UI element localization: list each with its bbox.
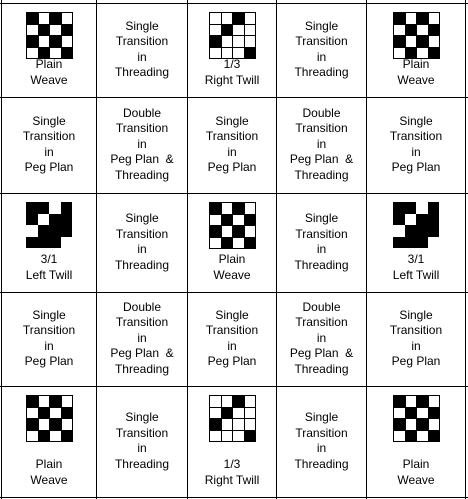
- raised-square: [405, 225, 417, 237]
- raised-square: [221, 237, 233, 249]
- raised-square: [49, 418, 61, 430]
- raised-square: [416, 418, 428, 430]
- lowered-square: [61, 418, 73, 430]
- transition-text-line: in: [316, 136, 327, 151]
- lowered-square: [221, 430, 233, 442]
- pattern-label-line: Plain: [35, 57, 63, 71]
- lowered-square: [221, 12, 233, 24]
- lowered-square: [49, 24, 61, 36]
- transition-text-line: Transition: [295, 315, 348, 330]
- transition-text-cell: [277, 4, 366, 97]
- raised-square: [49, 35, 61, 47]
- transition-text-line: in: [316, 441, 327, 455]
- transition-text-line: Single: [32, 307, 66, 322]
- transition-text-line: Peg Plan &: [110, 346, 174, 361]
- lowered-square: [209, 12, 221, 24]
- lowered-square: [38, 395, 50, 407]
- raised-square: [209, 418, 221, 430]
- transition-text-cell: [367, 98, 465, 193]
- transition-text-cell: [97, 98, 187, 193]
- transition-text-line: Transition: [295, 34, 348, 48]
- lowered-square: [244, 35, 256, 47]
- raised-square: [38, 237, 50, 249]
- transition-text-line: Peg Plan &: [110, 152, 174, 167]
- right-twill-weave-cell: [188, 4, 276, 97]
- left-twill-weave-cell: [367, 194, 465, 292]
- lowered-square: [49, 430, 61, 442]
- transition-text-cell: [97, 194, 187, 292]
- transition-text-line: Single: [215, 307, 249, 322]
- lowered-square: [49, 202, 61, 214]
- raised-square: [26, 35, 38, 47]
- lowered-square: [232, 24, 244, 36]
- transition-text-cell: [97, 4, 187, 97]
- lowered-square: [393, 225, 405, 237]
- lowered-square: [416, 24, 428, 36]
- transition-text-line: in: [411, 144, 421, 159]
- raised-square: [38, 407, 50, 419]
- transition-text-line: Threading: [294, 361, 349, 376]
- raised-square: [244, 430, 256, 442]
- transition-text-line: Peg Plan &: [289, 346, 354, 361]
- lowered-square: [405, 418, 417, 430]
- raised-square: [405, 430, 417, 442]
- lowered-square: [38, 12, 50, 24]
- pattern-label-line: Plain: [402, 57, 430, 71]
- lowered-square: [428, 237, 440, 249]
- transition-text-line: Single: [125, 211, 159, 225]
- lowered-square: [244, 225, 256, 237]
- transition-text-cell: [2, 293, 96, 386]
- transition-text-line: in: [411, 338, 421, 353]
- transition-text-line: Transition: [115, 226, 169, 241]
- lowered-square: [26, 225, 38, 237]
- transition-text-line: Threading: [114, 257, 170, 272]
- transition-text-line: in: [316, 242, 327, 256]
- raised-square: [26, 12, 38, 24]
- transition-text-line: Transition: [389, 129, 443, 143]
- transition-text-cell: [188, 98, 276, 193]
- transition-text-line: Peg Plan: [207, 354, 257, 368]
- transition-text-line: Single: [399, 307, 433, 322]
- raised-square: [244, 214, 256, 226]
- raised-square: [61, 407, 73, 419]
- lowered-square: [209, 430, 221, 442]
- right-twill-weave-pattern: [209, 395, 256, 442]
- transition-text-line: Single: [304, 18, 339, 33]
- raised-square: [232, 225, 244, 237]
- transition-text-cell: [277, 387, 366, 497]
- raised-square: [393, 418, 405, 430]
- lowered-square: [244, 395, 256, 407]
- transition-text-line: Transition: [115, 315, 169, 330]
- raised-square: [209, 202, 221, 214]
- transition-text-line: Threading: [294, 167, 349, 182]
- raised-square: [393, 202, 405, 214]
- transition-text-line: in: [227, 144, 237, 159]
- transition-text-line: in: [137, 441, 147, 455]
- lowered-square: [221, 418, 233, 430]
- raised-square: [428, 407, 440, 419]
- lowered-square: [26, 24, 38, 36]
- pattern-label-line: Right Twill: [204, 472, 260, 487]
- transition-text-line: Transition: [115, 34, 169, 48]
- transition-text-line: Peg Plan: [391, 354, 441, 368]
- raised-square: [416, 214, 428, 226]
- grid-line-vertical: [465, 0, 466, 499]
- raised-square: [416, 237, 428, 249]
- transition-text-cell: [277, 194, 366, 292]
- lowered-square: [244, 418, 256, 430]
- raised-square: [221, 24, 233, 36]
- transition-text-line: Single: [125, 18, 159, 33]
- transition-text-line: Single: [125, 410, 159, 424]
- transition-text-line: Double: [122, 105, 162, 120]
- transition-text-line: in: [227, 338, 237, 353]
- transition-text-line: Transition: [205, 129, 259, 143]
- raised-square: [393, 12, 405, 24]
- lowered-square: [49, 407, 61, 419]
- right-twill-weave-cell: [188, 387, 276, 497]
- plain-weave-cell: [367, 387, 465, 497]
- lowered-square: [232, 418, 244, 430]
- raised-square: [428, 430, 440, 442]
- raised-square: [26, 202, 38, 214]
- transition-text-line: Transition: [295, 226, 348, 241]
- pattern-label-line: 3/1: [407, 252, 425, 266]
- transition-text-line: Threading: [114, 167, 170, 182]
- raised-square: [405, 407, 417, 419]
- raised-square: [393, 35, 405, 47]
- right-twill-weave-pattern: [209, 12, 256, 59]
- raised-square: [26, 237, 38, 249]
- lowered-square: [209, 214, 221, 226]
- plain-weave-pattern: [393, 395, 440, 442]
- transition-text-line: Peg Plan &: [289, 152, 354, 167]
- raised-square: [232, 202, 244, 214]
- raised-square: [393, 237, 405, 249]
- transition-text-line: Peg Plan: [24, 160, 74, 174]
- raised-square: [61, 214, 73, 226]
- lowered-square: [244, 24, 256, 36]
- raised-square: [393, 395, 405, 407]
- raised-square: [244, 237, 256, 249]
- plain-weave-pattern: [26, 395, 73, 442]
- raised-square: [221, 214, 233, 226]
- transition-text-line: Peg Plan: [207, 160, 257, 174]
- plain-weave-pattern: [209, 202, 256, 249]
- pattern-label-line: Right Twill: [204, 72, 260, 87]
- lowered-square: [26, 430, 38, 442]
- raised-square: [416, 395, 428, 407]
- lowered-square: [232, 407, 244, 419]
- transition-text-line: Single: [304, 410, 339, 424]
- raised-square: [38, 430, 50, 442]
- transition-text-line: Transition: [22, 129, 76, 143]
- transition-text-line: in: [44, 144, 54, 159]
- pattern-label-line: Weave: [30, 72, 68, 87]
- raised-square: [38, 24, 50, 36]
- raised-square: [26, 418, 38, 430]
- transition-text-line: Double: [302, 105, 341, 120]
- raised-square: [405, 24, 417, 36]
- pattern-label-line: Plain: [402, 457, 430, 471]
- raised-square: [38, 225, 50, 237]
- raised-square: [61, 430, 73, 442]
- transition-text-line: Single: [304, 211, 339, 225]
- transition-text-line: Transition: [389, 323, 443, 337]
- lowered-square: [61, 12, 73, 24]
- transition-text-cell: [97, 387, 187, 497]
- transition-text-cell: [277, 293, 366, 386]
- lowered-square: [232, 430, 244, 442]
- raised-square: [232, 12, 244, 24]
- raised-square: [405, 202, 417, 214]
- lowered-square: [428, 12, 440, 24]
- lowered-square: [428, 395, 440, 407]
- transition-text-line: Peg Plan: [391, 160, 441, 174]
- raised-square: [49, 395, 61, 407]
- plain-weave-cell: [2, 387, 96, 497]
- left-twill-weave-pattern: [26, 202, 72, 248]
- pattern-label-line: 1/3: [223, 457, 241, 471]
- transition-text-line: in: [137, 136, 147, 151]
- transition-text-line: Threading: [294, 257, 349, 272]
- raised-square: [49, 237, 61, 249]
- transition-text-line: Transition: [115, 425, 169, 440]
- transition-text-line: Transition: [115, 121, 169, 136]
- raised-square: [61, 202, 73, 214]
- transition-text-line: Transition: [295, 425, 348, 440]
- transition-text-line: Single: [399, 113, 433, 128]
- pattern-label-line: Plain: [35, 457, 63, 471]
- transition-text-line: Transition: [295, 121, 348, 136]
- raised-square: [209, 225, 221, 237]
- transition-text-line: Double: [122, 299, 162, 314]
- raised-square: [416, 225, 428, 237]
- lowered-square: [416, 430, 428, 442]
- lowered-square: [244, 407, 256, 419]
- raised-square: [26, 214, 38, 226]
- transition-text-cell: [2, 98, 96, 193]
- raised-square: [61, 225, 73, 237]
- raised-square: [61, 24, 73, 36]
- raised-square: [393, 214, 405, 226]
- left-twill-weave-pattern: [393, 202, 439, 248]
- transition-text-line: Threading: [114, 65, 170, 79]
- transition-text-line: Single: [32, 113, 66, 128]
- transition-text-line: Transition: [22, 323, 76, 337]
- lowered-square: [244, 202, 256, 214]
- plain-weave-cell: [2, 4, 96, 97]
- transition-text-line: in: [316, 49, 327, 64]
- transition-text-line: Transition: [205, 323, 259, 337]
- pattern-label-line: Weave: [397, 72, 435, 87]
- transition-text-cell: [367, 293, 465, 386]
- lowered-square: [221, 35, 233, 47]
- transition-text-line: in: [137, 49, 147, 64]
- raised-square: [209, 35, 221, 47]
- lowered-square: [209, 395, 221, 407]
- lowered-square: [61, 395, 73, 407]
- transition-text-line: in: [137, 330, 147, 345]
- plain-weave-pattern: [393, 12, 440, 59]
- lowered-square: [26, 407, 38, 419]
- raised-square: [38, 202, 50, 214]
- transition-text-line: in: [137, 242, 147, 256]
- transition-text-cell: [277, 98, 366, 193]
- raised-square: [428, 202, 440, 214]
- transition-text-line: Single: [215, 113, 249, 128]
- lowered-square: [38, 418, 50, 430]
- transition-text-line: Double: [302, 299, 341, 314]
- raised-square: [49, 214, 61, 226]
- lowered-square: [221, 395, 233, 407]
- raised-square: [416, 35, 428, 47]
- lowered-square: [221, 225, 233, 237]
- lowered-square: [38, 214, 50, 226]
- pattern-label-line: 3/1: [40, 252, 58, 266]
- left-twill-weave-cell: [2, 194, 96, 292]
- pattern-label-line: Plain: [218, 252, 246, 266]
- raised-square: [428, 214, 440, 226]
- pattern-label-line: Left Twill: [25, 267, 73, 282]
- raised-square: [416, 12, 428, 24]
- lowered-square: [244, 12, 256, 24]
- pattern-label-line: 1/3: [223, 57, 241, 71]
- pattern-label-line: Left Twill: [392, 267, 440, 282]
- lowered-square: [405, 395, 417, 407]
- lowered-square: [232, 214, 244, 226]
- raised-square: [26, 395, 38, 407]
- lowered-square: [393, 407, 405, 419]
- lowered-square: [405, 35, 417, 47]
- plain-weave-pattern: [26, 12, 73, 59]
- lowered-square: [209, 407, 221, 419]
- lowered-square: [428, 418, 440, 430]
- lowered-square: [61, 35, 73, 47]
- transition-text-line: Threading: [114, 361, 170, 376]
- transition-text-line: in: [44, 338, 54, 353]
- transition-text-line: Threading: [294, 456, 349, 471]
- raised-square: [49, 12, 61, 24]
- lowered-square: [221, 202, 233, 214]
- lowered-square: [393, 430, 405, 442]
- lowered-square: [416, 202, 428, 214]
- lowered-square: [209, 237, 221, 249]
- lowered-square: [232, 237, 244, 249]
- lowered-square: [393, 24, 405, 36]
- plain-weave-cell: [188, 194, 276, 292]
- lowered-square: [209, 24, 221, 36]
- raised-square: [428, 24, 440, 36]
- transition-text-line: Threading: [294, 65, 349, 79]
- pattern-label-line: Weave: [397, 472, 435, 487]
- pattern-label-line: Weave: [213, 267, 251, 282]
- raised-square: [49, 225, 61, 237]
- plain-weave-cell: [367, 4, 465, 97]
- raised-square: [428, 225, 440, 237]
- lowered-square: [416, 407, 428, 419]
- lowered-square: [232, 35, 244, 47]
- raised-square: [405, 237, 417, 249]
- transition-text-line: Threading: [114, 456, 170, 471]
- raised-square: [232, 395, 244, 407]
- lowered-square: [405, 214, 417, 226]
- raised-square: [221, 407, 233, 419]
- transition-text-line: in: [316, 330, 327, 345]
- grid-line-horizontal: [0, 497, 468, 498]
- lowered-square: [38, 35, 50, 47]
- transition-text-line: Peg Plan: [24, 354, 74, 368]
- pattern-label-line: Weave: [30, 472, 68, 487]
- lowered-square: [405, 12, 417, 24]
- transition-text-cell: [188, 293, 276, 386]
- lowered-square: [61, 237, 73, 249]
- transition-text-cell: [97, 293, 187, 386]
- lowered-square: [428, 35, 440, 47]
